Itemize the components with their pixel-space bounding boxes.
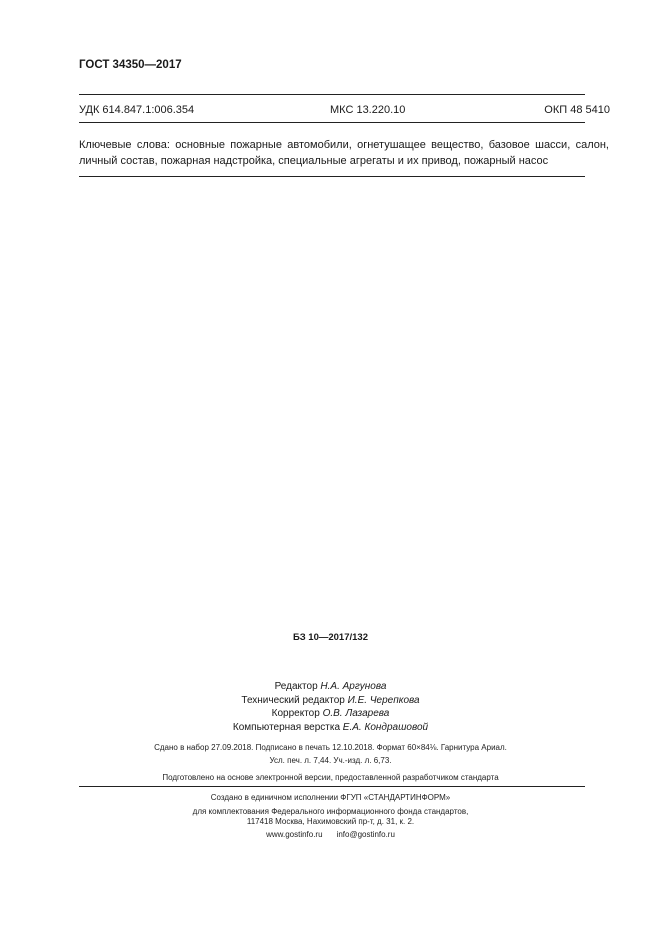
credit-name: Н.А. Аргунова [320, 681, 387, 692]
publisher-info [0, 791, 661, 818]
website-link[interactable]: www.gostinfo.ru [266, 830, 323, 839]
keywords-line-1: Ключевые слова: основные пожарные автомобили, огнетушащее вещество, базовое шасси, салон, [79, 139, 609, 151]
footer-divider [79, 786, 585, 787]
publisher-line-1: Создано в единичном исполнении ФГУП «СТАНДАРТИНФОРМ» [210, 793, 451, 802]
publisher-line-2: для комплектования Федерального информационного фонда стандартов, [192, 806, 469, 816]
email-link[interactable]: info@gostinfo.ru [336, 830, 395, 839]
editorial-credits [0, 680, 661, 734]
top-divider [79, 94, 585, 95]
credit-name: Е.А. Кондрашовой [342, 721, 429, 733]
keywords-line-2: личный состав, пожарная надстройка, специальные агрегаты и их привод, пожарный насос [79, 155, 549, 167]
mks-code: МКС 13.220.10 [330, 104, 406, 116]
publication-line-2: Усл. печ. л. 7,44. Уч.-изд. л. 6,73. [269, 756, 392, 765]
credit-layout [0, 721, 661, 735]
bz-number: БЗ 10—2017/132 [293, 632, 368, 643]
credit-role: Редактор [274, 681, 318, 692]
publisher-contacts [0, 815, 661, 841]
okp-code: ОКП 48 5410 [544, 104, 610, 116]
document-code: ГОСТ 34350—2017 [79, 59, 182, 71]
publication-info [0, 741, 661, 767]
credit-proofreader [0, 707, 661, 721]
credit-tech-editor [0, 694, 661, 708]
credit-role: Технический редактор [241, 694, 345, 706]
credit-editor [0, 680, 661, 694]
credit-name: О.В. Лазарева [322, 708, 390, 719]
classification-divider [79, 122, 585, 123]
keywords-block [79, 137, 609, 169]
credit-role: Корректор [271, 708, 320, 719]
credit-role: Компьютерная верстка [232, 721, 341, 733]
publisher-address: 117418 Москва, Нахимовский пр-т, д. 31, к. 2. [246, 817, 415, 826]
credit-name: И.Е. Черепкова [347, 694, 420, 706]
prepared-note: Подготовлено на основе электронной версии, предоставленной разработчиком стандарта [162, 773, 499, 782]
publication-line-1: Сдано в набор 27.09.2018. Подписано в печать 12.10.2018. Формат 60×84⅛. Гарнитура Ариал. [154, 743, 507, 752]
keywords-divider [79, 176, 585, 177]
udk-code: УДК 614.847.1:006.354 [79, 104, 195, 116]
publisher-urls [266, 828, 395, 841]
